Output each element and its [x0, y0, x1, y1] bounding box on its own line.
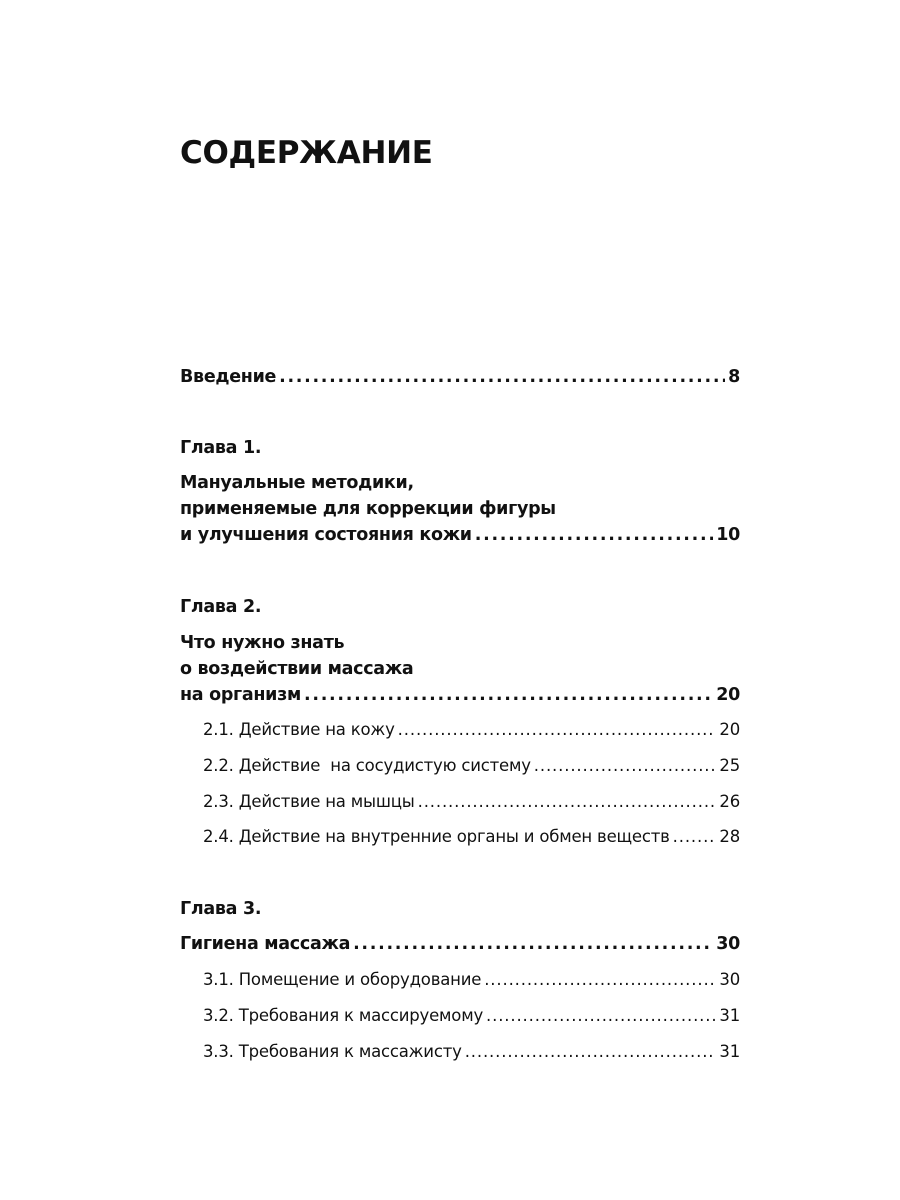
chapter-2-title-line-1: Что нужно знать [180, 633, 345, 653]
chapter-2-heading: Глава 2. [180, 597, 262, 617]
toc-page-number: 31 [719, 1006, 740, 1025]
toc-section-3-1[interactable] [203, 967, 740, 993]
toc-page-number: 25 [719, 756, 740, 775]
toc-entry-label: Гигиена массажа [180, 934, 351, 954]
toc-section-label: 3.2. Требования к массируемому [203, 1006, 484, 1025]
toc-entry-label: и улучшения состояния кожи [180, 525, 472, 545]
toc-section-label: 2.4. Действие на внутренние органы и обмен веществ [203, 827, 670, 846]
page-title: СОДЕРЖАНИЕ [180, 135, 433, 171]
dot-leader [465, 1039, 717, 1065]
dot-leader [353, 931, 713, 957]
toc-page-number: 30 [719, 970, 740, 989]
toc-section-label: 2.1. Действие на кожу [203, 720, 395, 739]
chapter-3-heading: Глава 3. [180, 899, 262, 919]
toc-section-2-1[interactable] [203, 717, 740, 743]
dot-leader [475, 522, 713, 548]
toc-page-number: 28 [719, 827, 740, 846]
dot-leader [673, 824, 717, 850]
toc-section-label: 2.2. Действие на сосудистую систему [203, 756, 531, 775]
dot-leader [398, 717, 717, 743]
chapter-2-title-line-2: о воздействии массажа [180, 659, 414, 679]
toc-section-label: 3.3. Требования к массажисту [203, 1042, 462, 1061]
toc-page-number: 31 [719, 1042, 740, 1061]
toc-page-number: 26 [719, 792, 740, 811]
dot-leader [484, 967, 716, 993]
chapter-1-title-line-2: применяемые для коррекции фигуры [180, 499, 556, 519]
toc-section-label: 3.1. Помещение и оборудование [203, 970, 482, 989]
toc-section-2-2[interactable] [203, 753, 740, 779]
toc-section-2-4[interactable] [203, 824, 740, 850]
toc-section-3-2[interactable] [203, 1003, 740, 1029]
toc-entry-label: на организм [180, 685, 302, 705]
toc-entry-chapter-2[interactable] [180, 682, 740, 708]
toc-entry-label: Введение [180, 367, 277, 387]
toc-entry-intro[interactable] [180, 364, 740, 390]
dot-leader [279, 364, 725, 390]
chapter-1-heading: Глава 1. [180, 438, 262, 458]
toc-page-number: 30 [716, 934, 740, 954]
toc-page-number: 20 [719, 720, 740, 739]
chapter-1-title-line-1: Мануальные методики, [180, 473, 414, 493]
dot-leader [418, 789, 717, 815]
dot-leader [486, 1003, 716, 1029]
toc-entry-chapter-1[interactable] [180, 522, 740, 548]
dot-leader [534, 753, 717, 779]
toc-page-number: 10 [716, 525, 740, 545]
toc-entry-chapter-3[interactable] [180, 931, 740, 957]
toc-page-number: 20 [716, 685, 740, 705]
dot-leader [304, 682, 713, 708]
toc-section-label: 2.3. Действие на мышцы [203, 792, 415, 811]
toc-page-number: 8 [728, 367, 740, 387]
toc-section-2-3[interactable] [203, 789, 740, 815]
toc-section-3-3[interactable] [203, 1039, 740, 1065]
